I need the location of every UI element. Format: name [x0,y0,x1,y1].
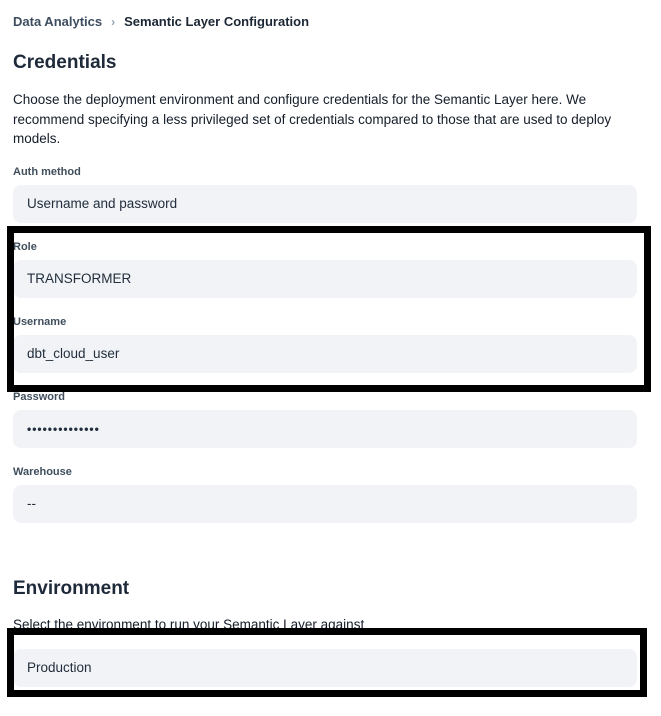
auth-method-label: Auth method [13,165,81,178]
environment-heading: Environment [13,577,130,599]
password-field [13,391,637,448]
breadcrumb-current-page: Semantic Layer Configuration [124,14,310,29]
breadcrumb [13,14,637,30]
credentials-heading: Credentials [13,52,117,73]
environment-description: Select the environment to run your Semantic Layer against [13,616,365,632]
credentials-description: Choose the deployment environment and configure credentials for the Semantic Layer here. We recommend specifying a less privileged set of credentials compared to those that are used to deploy models. [13,92,612,146]
warehouse-label: Warehouse [13,465,72,478]
environment-select[interactable]: Production [13,649,637,687]
chevron-right-icon: › [111,15,116,29]
password-label: Password [13,390,65,403]
role-label: Role [13,240,37,253]
username-input[interactable]: dbt_cloud_user [13,335,637,373]
username-label: Username [13,315,67,328]
warehouse-field [13,466,637,523]
breadcrumb-link-data-analytics[interactable]: Data Analytics [13,14,103,29]
auth-method-select[interactable]: Username and password [13,185,637,223]
warehouse-input[interactable]: -- [13,485,637,523]
auth-method-field [13,166,637,223]
role-field [13,241,637,298]
role-input[interactable]: TRANSFORMER [13,260,637,298]
environment-field [13,649,637,687]
password-input[interactable]: •••••••••••••• [13,410,637,448]
username-field [13,316,637,373]
